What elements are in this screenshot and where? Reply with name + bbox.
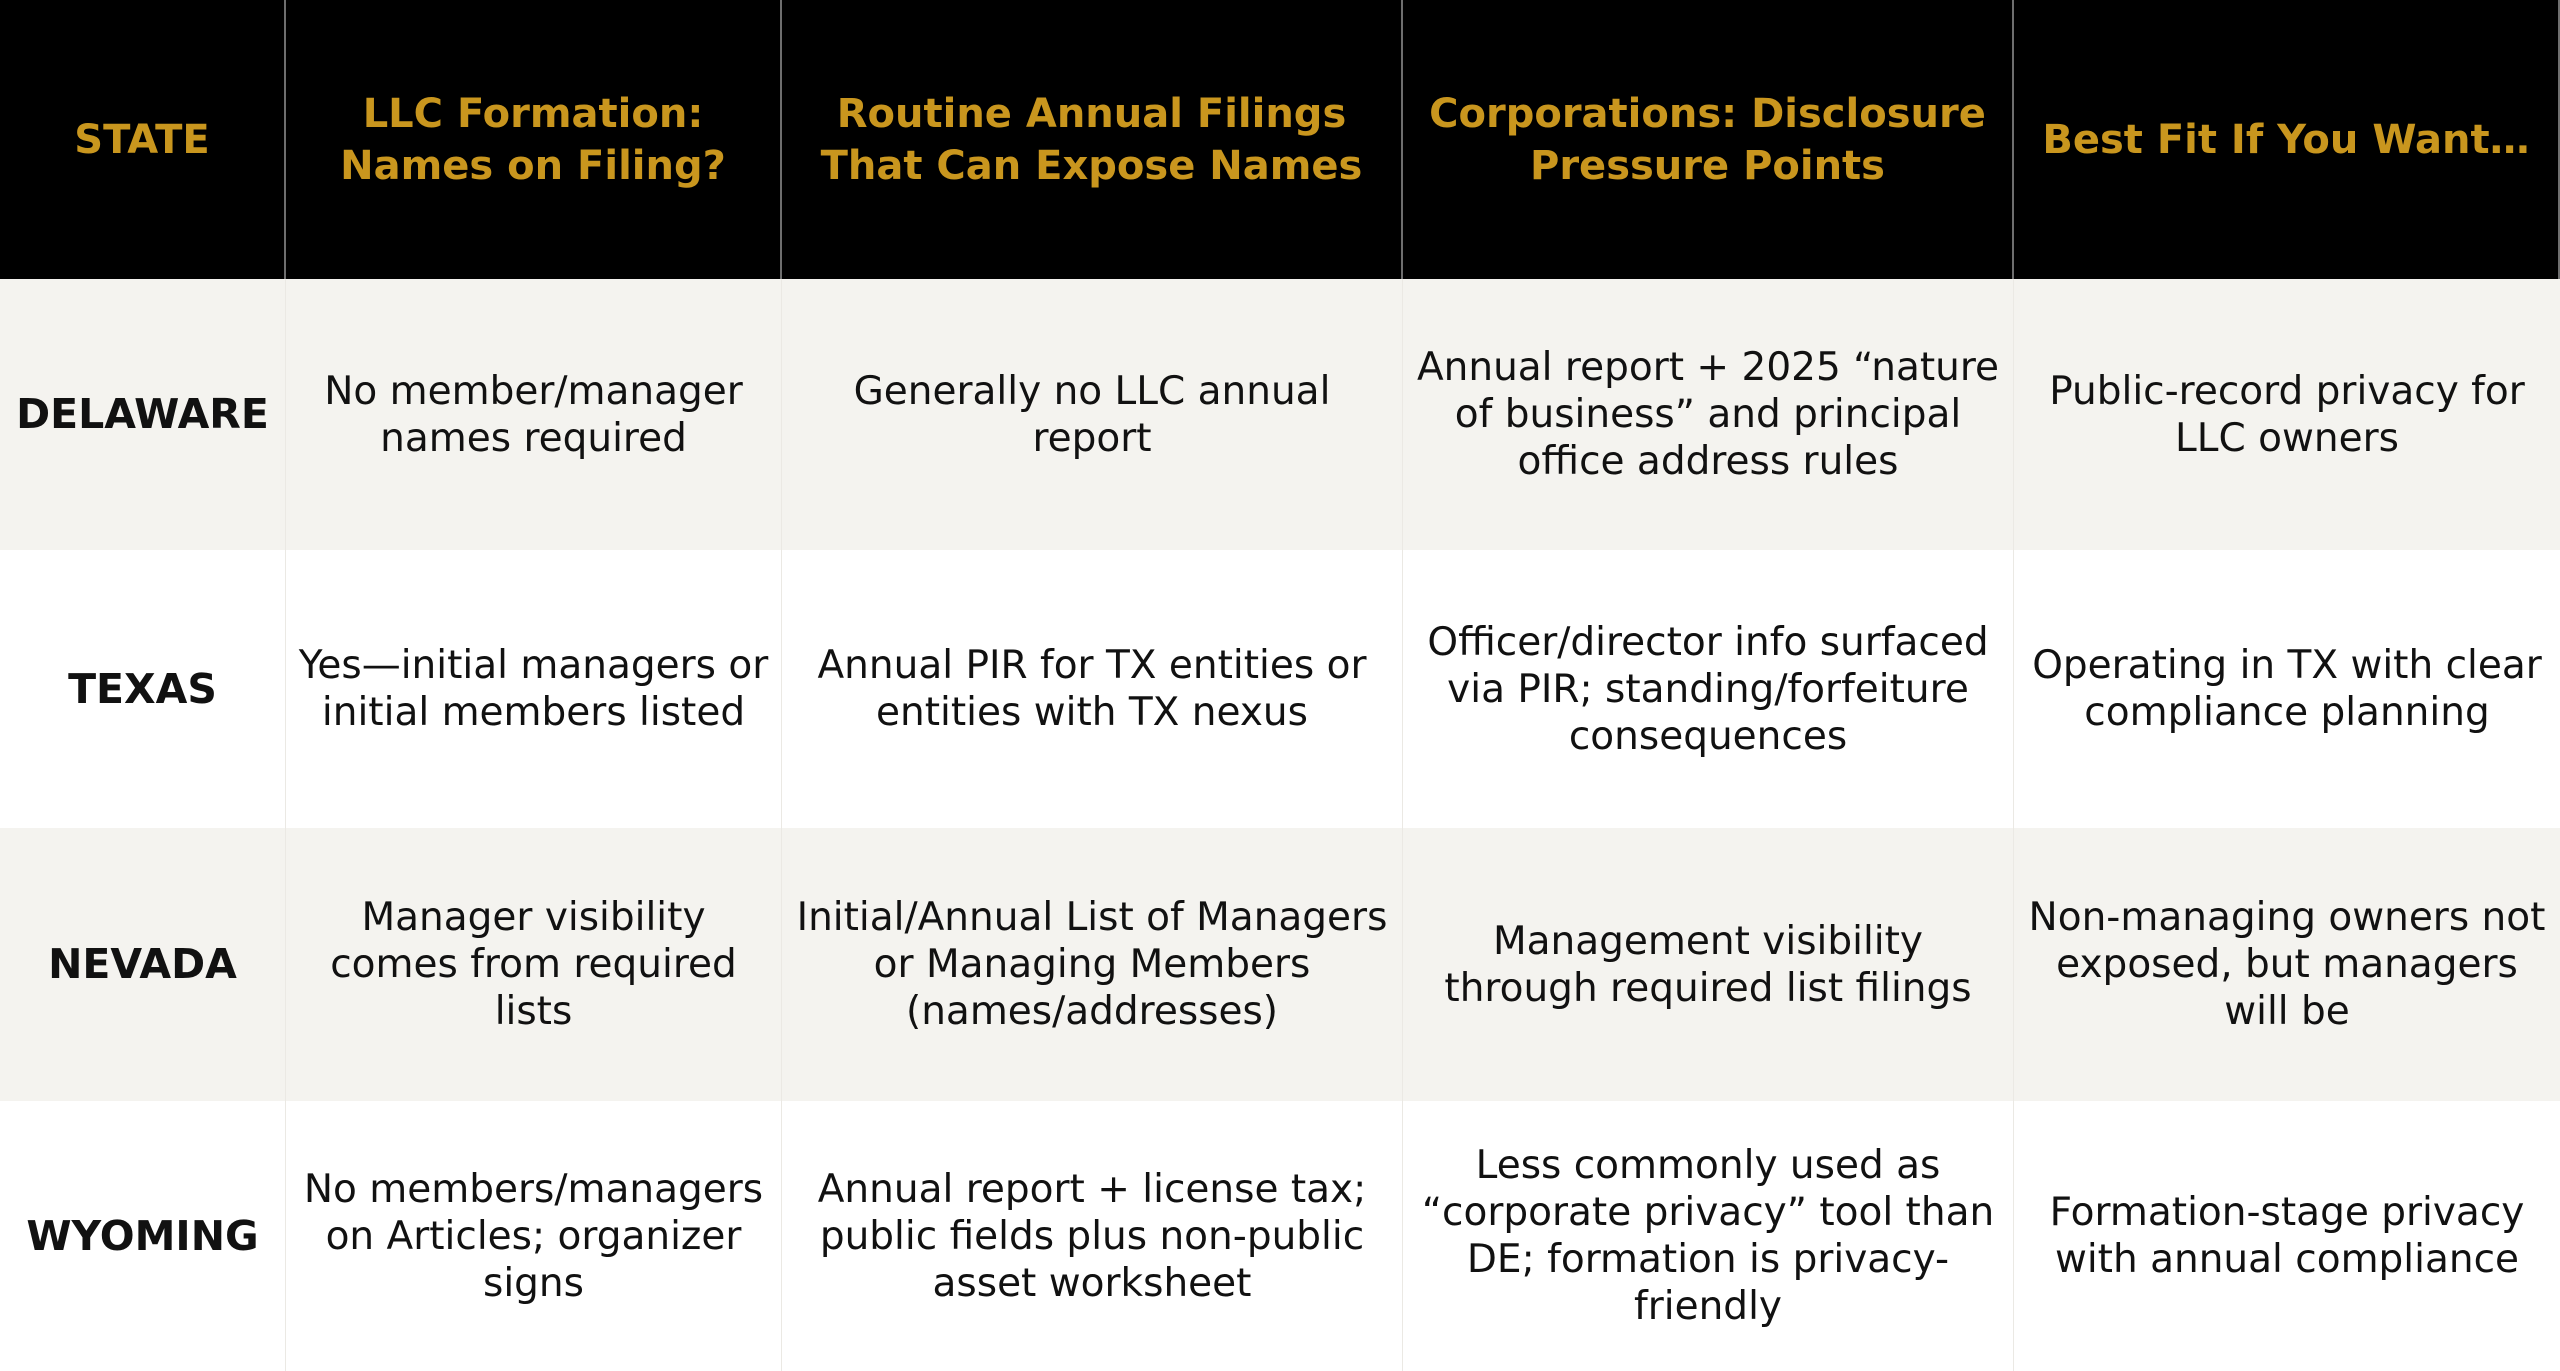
best-fit-cell-nevada: Non-managing owners not exposed, but managers will be	[2014, 828, 2560, 1101]
corporations-cell-wyoming: Less commonly used as “corporate privacy” tool than DE; formation is privacy-friendly	[1403, 1101, 2014, 1371]
best-fit-cell-texas: Operating in TX with clear compliance planning	[2014, 550, 2560, 828]
state-cell-nevada: NEVADA	[0, 828, 286, 1101]
annual-cell-delaware: Generally no LLC annual report	[782, 279, 1403, 550]
formation-cell-delaware: No member/manager names required	[286, 279, 782, 550]
corporations-cell-nevada: Management visibility through required list filings	[1403, 828, 2014, 1101]
annual-cell-texas: Annual PIR for TX entities or entities with TX nexus	[782, 550, 1403, 828]
header-corporations: Corporations: Disclosure Pressure Points	[1403, 0, 2014, 279]
formation-cell-texas: Yes—initial managers or initial members listed	[286, 550, 782, 828]
annual-cell-wyoming: Annual report + license tax; public fields plus non-public asset worksheet	[782, 1101, 1403, 1371]
state-cell-delaware: DELAWARE	[0, 279, 286, 550]
corporations-cell-delaware: Annual report + 2025 “nature of business” and principal office address rules	[1403, 279, 2014, 550]
annual-cell-nevada: Initial/Annual List of Managers or Managing Members (names/addresses)	[782, 828, 1403, 1101]
formation-cell-wyoming: No members/managers on Articles; organizer signs	[286, 1101, 782, 1371]
header-llc-formation: LLC Formation: Names on Filing?	[286, 0, 782, 279]
state-cell-wyoming: WYOMING	[0, 1101, 286, 1371]
state-cell-texas: TEXAS	[0, 550, 286, 828]
header-state: STATE	[0, 0, 286, 279]
formation-cell-nevada: Manager visibility comes from required lists	[286, 828, 782, 1101]
header-annual-filings: Routine Annual Filings That Can Expose Names	[782, 0, 1403, 279]
best-fit-cell-delaware: Public-record privacy for LLC owners	[2014, 279, 2560, 550]
best-fit-cell-wyoming: Formation-stage privacy with annual compliance	[2014, 1101, 2560, 1371]
header-best-fit: Best Fit If You Want…	[2014, 0, 2560, 279]
corporations-cell-texas: Officer/director info surfaced via PIR; standing/forfeiture consequences	[1403, 550, 2014, 828]
